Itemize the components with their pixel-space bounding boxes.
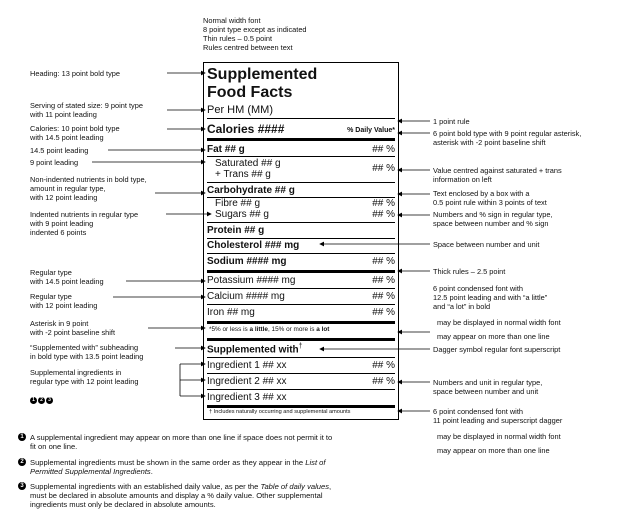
label-cholesterol: Cholesterol ### mg [207, 240, 300, 251]
rule-thin [207, 253, 395, 254]
annotation-line: Indented nutrients in regular type [30, 210, 139, 219]
annotation-line: with 14.5 point leading [30, 277, 104, 286]
annotation-line: in bold type with 13.5 point leading [30, 352, 144, 361]
footnote-text: A supplemental ingredient may appear on more than one line if space does not permit it to [30, 433, 333, 442]
label-ingredient-3: Ingredient 3 ## xx [207, 392, 287, 403]
top-note: Rules centred between text [203, 43, 293, 52]
annotation-line: 0.5 point rule within 3 points of text [433, 198, 547, 207]
label-ingredient-1-dv: ## % [372, 360, 395, 371]
annotation-heading: Heading: 13 point bold type [30, 69, 120, 78]
footnote-text: . [150, 467, 153, 476]
label-ingredient-2: Ingredient 2 ## xx [207, 376, 287, 387]
annotation-line: 6 point condensed font with [433, 407, 523, 416]
annotation-line: Calories: 10 point bold type [30, 124, 120, 133]
annotation-line: Text enclosed by a box with a [433, 189, 530, 198]
annotation-line: with 12 point leading [30, 301, 98, 310]
annotation-line: Asterisk in 9 point [30, 319, 89, 328]
annotation-centred [433, 166, 562, 184]
label-sat-trans-dv: ## % [372, 163, 395, 174]
annotation-line: Serving of stated size: 9 point type [30, 101, 143, 110]
footnote-italic: List of [305, 458, 326, 467]
footnote-line [30, 458, 326, 467]
annotation-line: and “a lot” in bold [433, 302, 491, 311]
label-dv-note [209, 326, 329, 333]
annotation-normal-width-2: may be displayed in normal width font [437, 432, 561, 441]
annotation-regular-14-5 [30, 268, 104, 286]
annotation-line: amount in regular type, [30, 184, 106, 193]
annotation-line: with 11 point leading [30, 110, 97, 119]
dv-note-text: , 15% or more is [267, 326, 317, 333]
annotation-line: indented 6 points [30, 228, 87, 237]
annotation-line: with 12 point leading [30, 193, 98, 202]
annotation-line: Supplemental ingredients in [30, 368, 122, 377]
annotation-line: Numbers and unit in regular type, [433, 378, 543, 387]
annotation-line: Regular type [30, 268, 72, 277]
annotation-cond11 [433, 407, 562, 425]
footnote-number: 2 [18, 458, 26, 466]
footnote-text: Supplemental ingredients must be shown in the same order as they appear in the [30, 458, 306, 467]
rule-thick [207, 405, 395, 408]
annotation-nonindent [30, 175, 147, 202]
footnote-line [30, 482, 331, 491]
label-protein: Protein ## g [207, 225, 265, 236]
label-sodium: Sodium #### mg [207, 256, 287, 267]
nutrition-label [203, 62, 399, 420]
footnote-text: ingredients must only be declared in absolute amounts. [30, 500, 216, 509]
label-fat-dv: ## % [372, 144, 395, 155]
annotation-normal-width-1: may be displayed in normal width font [437, 318, 561, 327]
label-sugars: Sugars ## g [215, 209, 269, 220]
rule-thick [207, 270, 395, 273]
top-note: Thin rules – 0.5 point [203, 34, 273, 43]
annotation-asterisk [30, 319, 115, 337]
label-ingredient-2-dv: ## % [372, 376, 395, 387]
dagger-symbol: † [298, 343, 303, 350]
supp-heading-text: Supplemented with [207, 344, 299, 356]
annotation-9pt-leading: 9 point leading [30, 158, 79, 167]
rule-thick [207, 321, 395, 324]
annotation-calories [30, 124, 120, 142]
annotation-supp-heading [30, 343, 143, 361]
footnote-3 [20, 482, 332, 509]
dv-note-text: *5% or less is [209, 326, 250, 333]
label-dv-header: % Daily Value* [347, 127, 395, 134]
annotation-line: Value centred against saturated + trans [433, 166, 562, 175]
footnote-line [30, 467, 326, 476]
label-supp-heading [207, 343, 303, 355]
footnote-italic: Table of daily values [260, 482, 330, 491]
annotation-line: 11 point leading and superscript dagger [433, 416, 563, 425]
annotation-space-unit: Space between number and unit [433, 240, 540, 249]
label-footnote: † Includes naturally occurring and supplemental amounts [209, 409, 351, 415]
annotation-line: asterisk with -2 point baseline shift [433, 138, 546, 147]
marker-2: 2 [38, 397, 45, 404]
footnote-text: , [329, 482, 332, 491]
label-sodium-dv: ## % [372, 256, 395, 267]
rule-thick [207, 138, 395, 141]
rule-thin [207, 373, 395, 374]
annotation-dagger: Dagger symbol regular font superscript [433, 345, 561, 354]
annotation-box [433, 189, 547, 207]
annotation-line: with 14.5 point leading [30, 133, 104, 142]
label-fibre-dv: ## % [372, 198, 395, 209]
label-fibre: Fibre ## g [215, 198, 261, 209]
rule-thin [207, 288, 395, 289]
label-potassium-dv: ## % [372, 275, 395, 286]
annotation-line: 6 point bold type with 9 point regular asterisk, [433, 129, 582, 138]
label-calcium-dv: ## % [372, 291, 395, 302]
footnote-number: 3 [18, 482, 26, 490]
label-calcium: Calcium #### mg [207, 291, 285, 302]
dv-note-bold: a little [249, 326, 268, 333]
label-iron: Iron ## mg [207, 307, 255, 318]
label-heading-line2: Food Facts [207, 84, 293, 101]
footnote-text: Supplemental ingredients with an established daily value, as per the [30, 482, 261, 491]
annotation-line: Non-indented nutrients in bold type, [30, 175, 147, 184]
annotation-leading-14-5: 14.5 point leading [30, 146, 89, 155]
label-potassium: Potassium #### mg [207, 275, 296, 286]
annotation-cond6 [433, 284, 547, 311]
annotation-line: information on left [433, 175, 492, 184]
top-note: Normal width font [203, 16, 261, 25]
annotation-more-line-1: may appear on more than one line [437, 332, 550, 341]
annotation-line: “Supplemented with” subheading [30, 343, 139, 352]
rule-thin [207, 304, 395, 305]
label-carbohydrate: Carbohydrate ## g [207, 185, 295, 196]
rule-thin [207, 238, 395, 239]
annotation-indented [30, 210, 138, 237]
annotation-line: 12.5 point leading and with “a little” [433, 293, 548, 302]
annotation-rule-1pt: 1 point rule [433, 117, 470, 126]
dv-note-bold: a lot [316, 326, 330, 333]
footnote-2 [20, 458, 326, 476]
label-heading-line1: Supplemented [207, 66, 318, 83]
rule-thin [207, 357, 395, 358]
label-fat: Fat ## g [207, 144, 245, 155]
annotation-line: space between number and unit [433, 387, 539, 396]
marker-1: 1 [30, 397, 37, 404]
label-ingredient-1: Ingredient 1 ## xx [207, 360, 287, 371]
rule-thin [207, 156, 395, 157]
annotation-line: regular type with 12 point leading [30, 377, 139, 386]
annotation-line: with 9 point leading [30, 219, 94, 228]
annotation-line: with -2 point baseline shift [30, 328, 116, 337]
annotation-regular-12 [30, 292, 97, 310]
annotation-supp-ingredients [30, 368, 138, 386]
annotation-units [433, 378, 542, 396]
label-saturated: Saturated ## g [215, 158, 281, 169]
annotation-line: Regular type [30, 292, 72, 301]
footnote-italic: Permitted Supplemental Ingredients [30, 467, 151, 476]
label-trans: + Trans ## g [215, 169, 271, 180]
footnote-text: fit on one line. [30, 442, 78, 451]
annotation-more-line-2: may appear on more than one line [437, 446, 550, 455]
label-serving: Per HM (MM) [207, 104, 273, 116]
footnote-1 [20, 433, 333, 451]
rule-thin [207, 182, 395, 183]
marker-3: 3 [46, 397, 53, 404]
label-sugars-dv: ## % [372, 209, 395, 220]
rule-1pt [207, 118, 395, 119]
top-note: 8 point type except as indicated [203, 25, 307, 34]
annotation-numbers [433, 210, 553, 228]
rule-thin [207, 222, 395, 223]
annotation-thick-rules: Thick rules – 2.5 point [433, 267, 506, 276]
label-iron-dv: ## % [372, 307, 395, 318]
footnote-number: 1 [18, 433, 26, 441]
annotation-line: 6 point condensed font with [433, 284, 523, 293]
footnote-text: must be declared in absolute amounts and display a % daily value. Other supplemental [30, 491, 323, 500]
rule-thick [207, 338, 395, 341]
annotation-bold6 [433, 129, 581, 147]
annotation-serving [30, 101, 143, 119]
annotation-line: space between number and % sign [433, 219, 549, 228]
rule-thin [207, 389, 395, 390]
label-calories: Calories #### [207, 122, 285, 136]
footnote-markers [30, 388, 54, 406]
annotation-line: Numbers and % sign in regular type, [433, 210, 553, 219]
